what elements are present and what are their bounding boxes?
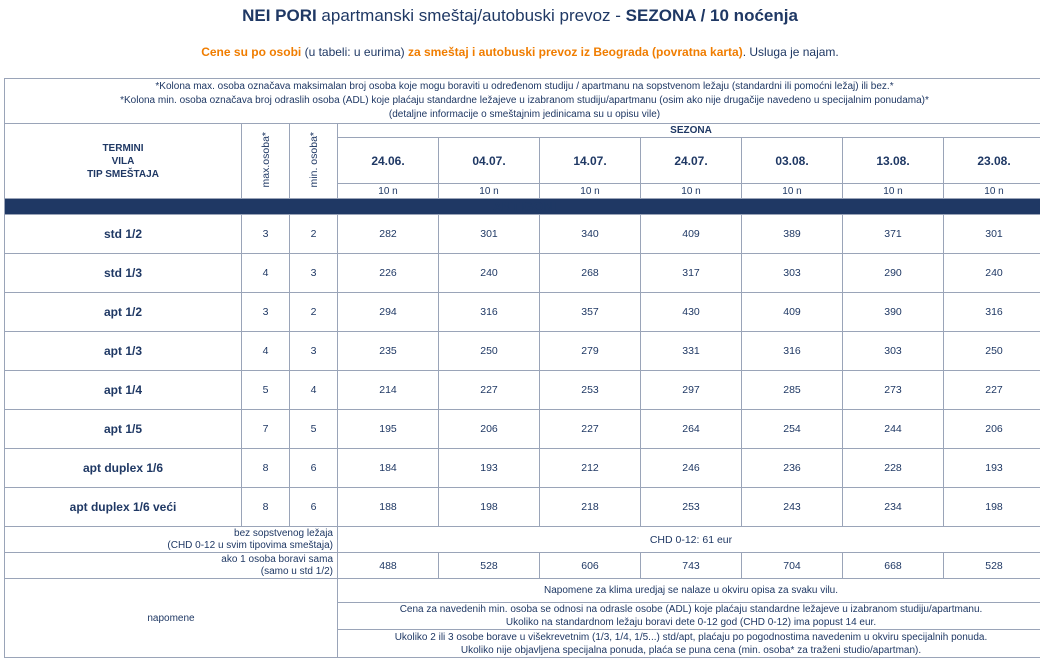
table-row [5,293,1040,332]
price-cell: 303 [742,254,843,293]
nights-header: 10 n [540,184,641,199]
table-row [5,332,1040,371]
table-row [5,410,1040,449]
price-cell: 206 [439,410,540,449]
max-persons: 3 [242,215,290,254]
price-cell: 193 [439,449,540,488]
price-cell: 240 [439,254,540,293]
price-cell: 188 [338,488,439,527]
price-cell: 212 [540,449,641,488]
room-type: apt 1/3 [5,332,242,371]
page-subtitle [0,45,1040,59]
price-cell: 244 [843,410,944,449]
price-cell: 254 [742,410,843,449]
price-cell: 226 [338,254,439,293]
table-row [5,449,1040,488]
price-cell: 316 [944,293,1040,332]
table-row [5,371,1040,410]
napomene-label: napomene [5,579,338,658]
max-persons: 4 [242,254,290,293]
header-tip: TIP SMEŠTAJA [87,168,159,180]
nights-header: 10 n [338,184,439,199]
max-persons: 8 [242,449,290,488]
header-label-cell [5,124,242,199]
price-cell: 294 [338,293,439,332]
title-desc: apartmanski smeštaj/autobuski prevoz - [316,6,626,25]
max-persons: 8 [242,488,290,527]
date-header: 13.08. [843,138,944,184]
max-persons: 3 [242,293,290,332]
price-cell: 198 [944,488,1040,527]
room-type: std 1/3 [5,254,242,293]
price-cell: 234 [843,488,944,527]
price-cell: 301 [439,215,540,254]
price-cell: 316 [742,332,843,371]
min-persons: 5 [290,410,338,449]
price-cell: 297 [641,371,742,410]
nights-header: 10 n [439,184,540,199]
min-persons: 3 [290,254,338,293]
subtitle-per-person: Cene su po osobi [201,45,302,59]
price-cell: 409 [641,215,742,254]
price-cell: 214 [338,371,439,410]
price-cell: 250 [439,332,540,371]
price-cell: 301 [944,215,1040,254]
note-detail: (detaljne informacije o smeštajnim jedinicama su u opisu vile) [388,109,661,120]
price-cell: 390 [843,293,944,332]
max-persons: 7 [242,410,290,449]
min-persons-header: min. osoba* [290,124,338,199]
price-cell: 303 [843,332,944,371]
price-cell: 371 [843,215,944,254]
price-cell: 240 [944,254,1040,293]
price-cell: 198 [439,488,540,527]
table-row [5,254,1040,293]
header-vila: VILA [111,155,135,167]
title-hotel: NEI PORI [242,6,317,25]
price-cell: 389 [742,215,843,254]
min-persons: 3 [290,332,338,371]
room-type: apt 1/5 [5,410,242,449]
date-header: 23.08. [944,138,1040,184]
price-cell: 184 [338,449,439,488]
single-price-cell: 743 [641,553,742,579]
date-header: 03.08. [742,138,843,184]
min-persons: 2 [290,293,338,332]
price-cell: 236 [742,449,843,488]
price-cell: 331 [641,332,742,371]
nights-header: 10 n [843,184,944,199]
price-cell: 316 [439,293,540,332]
date-header: 24.06. [338,138,439,184]
price-cell: 250 [944,332,1040,371]
nights-header: 10 n [944,184,1040,199]
max-persons: 4 [242,332,290,371]
price-cell: 243 [742,488,843,527]
price-cell: 227 [439,371,540,410]
single-price-cell: 606 [540,553,641,579]
room-type: apt duplex 1/6 [5,449,242,488]
note-max: *Kolona max. osoba označava maksimalan broj osoba koje mogu boraviti u određenom studiju / apartmanu na sopstvenom ležaju (standardni ili pomoćni ležaj) ili bez.* [155,81,894,92]
section-header-antigoni: ANTIGONI [5,199,1040,215]
price-cell: 290 [843,254,944,293]
single-price-cell: 528 [944,553,1040,579]
single-price-cell: 704 [742,553,843,579]
min-persons: 4 [290,371,338,410]
room-type: apt duplex 1/6 veći [5,488,242,527]
note-min: *Kolona min. osoba označava broj odraslih osoba (ADL) koje plaćaju standardne ležajeve u izabranom studiju/apartmanu (osim ako nije drugačije navedeno u specijalnim ponudama)* [120,95,929,106]
single-price-cell: 528 [439,553,540,579]
room-type: apt 1/4 [5,371,242,410]
price-cell: 228 [843,449,944,488]
price-cell: 253 [641,488,742,527]
price-cell: 206 [944,410,1040,449]
page-title [0,6,1040,26]
date-header: 04.07. [439,138,540,184]
price-cell: 195 [338,410,439,449]
date-header: 14.07. [540,138,641,184]
no-bed-price: CHD 0-12: 61 eur [338,527,1040,553]
season-header: SEZONA [338,124,1040,138]
price-cell: 227 [944,371,1040,410]
note-adl: Cena za navedenih min. osoba se odnosi na odrasle osobe (ADL) koje plaćaju standardne ležajeve u izabranom studiju/apartmanu. Ukoliko na standardnom ležaju boravi dete 0-12 god (CHD 0-12) ima popust 14 eur. [338,603,1040,630]
notes-cell [5,79,1040,124]
table-row [5,488,1040,527]
subtitle-service: . Usluga je najam. [742,45,839,59]
price-cell: 253 [540,371,641,410]
title-season: SEZONA / 10 noćenja [625,6,798,25]
price-cell: 193 [944,449,1040,488]
price-table [4,78,1040,658]
note-special-offers: Ukoliko 2 ili 3 osobe borave u višekrevetnim (1/3, 1/4, 1/5...) std/apt, plaćaju po pogodnostima navedenim u okviru specijalnih ponuda. Ukoliko nije objavljena specijalna ponuda, plaća se puna cena (min. osoba* za traženi studio/apartman). [338,630,1040,658]
min-persons: 6 [290,488,338,527]
room-type: std 1/2 [5,215,242,254]
price-cell: 218 [540,488,641,527]
single-price-cell: 488 [338,553,439,579]
price-cell: 409 [742,293,843,332]
price-cell: 340 [540,215,641,254]
price-cell: 264 [641,410,742,449]
note-aircon: Napomene za klima uredjaj se nalaze u okviru opisa za svaku vilu. [338,579,1040,603]
nights-header: 10 n [641,184,742,199]
table-row [5,215,1040,254]
price-cell: 357 [540,293,641,332]
max-persons-header: max.osoba* [242,124,290,199]
price-cell: 235 [338,332,439,371]
single-occupancy-label: ako 1 osoba boravi sama (samo u std 1/2) [5,553,338,579]
max-persons: 5 [242,371,290,410]
single-price-cell: 668 [843,553,944,579]
subtitle-currency: (u tabeli: u eurima) [301,45,408,59]
price-cell: 227 [540,410,641,449]
price-cell: 285 [742,371,843,410]
price-cell: 279 [540,332,641,371]
min-persons: 2 [290,215,338,254]
nights-header: 10 n [742,184,843,199]
price-cell: 282 [338,215,439,254]
price-cell: 246 [641,449,742,488]
min-persons: 6 [290,449,338,488]
date-header: 24.07. [641,138,742,184]
subtitle-transport: za smeštaj i autobuski prevoz iz Beograda (povratna karta) [407,45,743,59]
price-cell: 317 [641,254,742,293]
header-termini: TERMINI [102,142,144,154]
price-rows [5,215,1040,527]
room-type: apt 1/2 [5,293,242,332]
price-cell: 273 [843,371,944,410]
price-cell: 268 [540,254,641,293]
price-cell: 430 [641,293,742,332]
no-bed-label: bez sopstvenog ležaja (CHD 0-12 u svim tipovima smeštaja) [5,527,338,553]
